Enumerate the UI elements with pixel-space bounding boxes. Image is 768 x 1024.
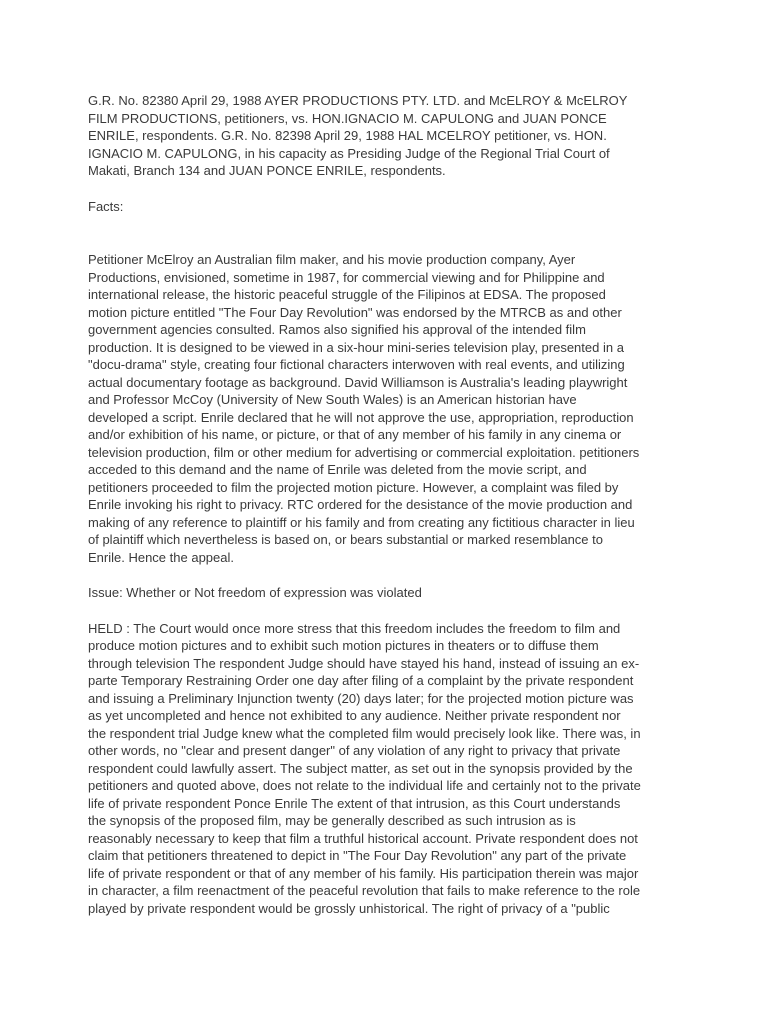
spacer — [88, 566, 686, 584]
facts-heading: Facts: — [88, 198, 124, 214]
facts-paragraph: Petitioner McElroy an Australian film maker, and his movie production company, Ayer Productions, envisioned, sometime in 1987, for commercial viewing and for Philippine and international release, the historic peaceful struggle of the Filipinos at EDSA. The proposed motion picture entitled "The Four Day Revolution" was endorsed by the MTRCB as and other government agencies consulted. Ramos also signified his approval of the intended film production. It is designed to be viewed in a six-hour mini-series television play, presented in a "docu-drama" style, creating four fictional characters interwoven with real events, and utilizing actual documentary footage as background. David Williamson is Australia's leading playwright and Professor McCoy (University of New South Wales) is an American historian have developed a script. Enrile declared that he will not approve the use, appropriation, reproduction and/or exhibition of his name, or picture, or that of any member of his family in any cinema or television production, film or other medium for advertising or commercial exploitation. petitioners acceded to this demand and the name of Enrile was deleted from the movie script, and petitioners proceeded to film the projected motion picture. However, a complaint was filed by Enrile invoking his right to privacy. RTC ordered for the desistance of the movie production and making of any reference to plaintiff or his family and from creating any fictitious character in lieu of plaintiff which nevertheless is based on, or bears substantial or marked resemblance to Enrile. Hence the appeal. — [88, 252, 640, 565]
spacer — [88, 215, 686, 251]
document-page — [88, 92, 686, 917]
held-paragraph: HELD : The Court would once more stress that this freedom includes the freedom to film and produce motion pictures and to exhibit such motion pictures in theaters or to diffuse them through television The respondent Judge should have stayed his hand, instead of issuing an ex- parte Temporary Restraining Order one day after filing of a complaint by the private respondent and issuing a Preliminary Injunction twenty (20) days later; for the projected motion picture was as yet uncompleted and hence not exhibited to any audience. Neither private respondent nor the respondent trial Judge knew what the completed film would precisely look like. There was, in other words, no "clear and present danger" of any violation of any right to privacy that private respondent could lawfully assert. The subject matter, as set out in the synopsis provided by the petitioners and quoted above, does not relate to the individual life and certainly not to the private life of private respondent Ponce Enrile The extent of that intrusion, as this Court understands the synopsis of the proposed film, may be generally described as such intrusion as is reasonably necessary to keep that film a truthful historical account. Private respondent does not claim that petitioners threatened to depict in "The Four Day Revolution" any part of the private life of private respondent or that of any member of his family. His participation therein was major in character, a film reenactment of the peaceful revolution that fails to make reference to the role played by private respondent would be grossly unhistorical. The right of privacy of a "public — [88, 620, 641, 916]
case-caption: G.R. No. 82380 April 29, 1988 AYER PRODUCTIONS PTY. LTD. and McELROY & McELROY FILM PRODUCTIONS, petitioners, vs. HON.IGNACIO M. CAPULONG and JUAN PONCE ENRILE, respondents. G.R. No. 82398 April 29, 1988 HAL MCELROY petitioner, vs. HON. IGNACIO M. CAPULONG, in his capacity as Presiding Judge of the Regional Trial Court of Makati, Branch 134 and JUAN PONCE ENRILE, respondents. — [88, 93, 628, 178]
issue-statement: Issue: Whether or Not freedom of expression was violated — [88, 585, 422, 600]
spacer — [88, 180, 686, 198]
spacer — [88, 602, 686, 620]
